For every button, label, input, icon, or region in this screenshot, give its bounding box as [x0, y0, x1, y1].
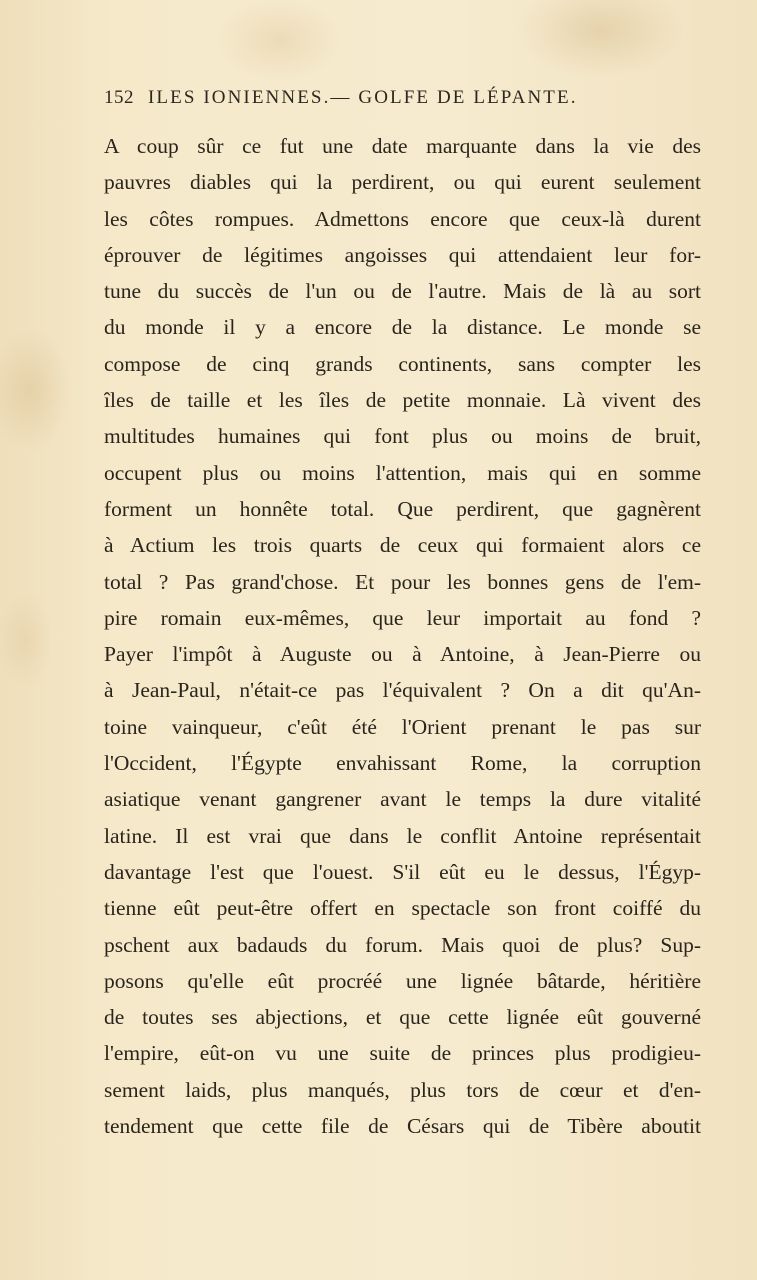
text-line: pauvres diables qui la perdirent, ou qui eurent seulement — [104, 170, 701, 195]
text-line: l'empire, eût-on vu une suite de princes plus prodigieu- — [104, 1041, 701, 1066]
text-line: asiatique venant gangrener avant le temps la dure vitalité — [104, 787, 701, 812]
text-line: tune du succès de l'un ou de l'autre. Mais de là au sort — [104, 279, 701, 304]
text-line: davantage l'est que l'ouest. S'il eût eu le dessus, l'Égyp- — [104, 859, 701, 884]
text-line: pschent aux badauds du forum. Mais quoi de plus? Sup- — [104, 932, 701, 957]
text-line: Payer l'impôt à Auguste ou à Antoine, à Jean-Pierre ou — [104, 642, 701, 667]
text-line: posons qu'elle eût procréé une lignée bâtarde, héritière — [104, 968, 701, 993]
text-line: latine. Il est vrai que dans le conflit Antoine représentait — [104, 823, 701, 848]
text-line: toine vainqueur, c'eût été l'Orient prenant le pas sur — [104, 714, 701, 739]
text-line: îles de taille et les îles de petite monnaie. Là vivent des — [104, 388, 701, 413]
text-line: à Actium les trois quarts de ceux qui formaient alors ce — [104, 533, 701, 558]
running-title: ILES IONIENNES.— GOLFE DE LÉPANTE. — [148, 87, 578, 108]
text-line: du monde il y a encore de la distance. Le monde se — [104, 315, 701, 340]
text-line: pire romain eux-mêmes, que leur importait au fond ? — [104, 605, 701, 630]
text-line: l'Occident, l'Égypte envahissant Rome, la corruption — [104, 751, 701, 776]
text-line: occupent plus ou moins l'attention, mais qui en somme — [104, 460, 701, 485]
text-line: total ? Pas grand'chose. Et pour les bonnes gens de l'em- — [104, 569, 701, 594]
text-line: sement laids, plus manqués, plus tors de cœur et d'en- — [104, 1077, 701, 1102]
text-line: éprouver de légitimes angoisses qui attendaient leur for- — [104, 242, 701, 267]
text-line: forment un honnête total. Que perdirent, que gagnèrent — [104, 496, 701, 521]
text-line: tienne eût peut-être offert en spectacle son front coiffé du — [104, 896, 701, 921]
text-line: tendement que cette file de Césars qui de Tibère aboutit — [104, 1114, 701, 1139]
running-head — [104, 87, 664, 115]
text-line: les côtes rompues. Admettons encore que ceux-là durent — [104, 206, 701, 231]
text-line: compose de cinq grands continents, sans compter les — [104, 351, 701, 376]
page-number: 152 — [104, 87, 134, 108]
text-line: à Jean-Paul, n'était-ce pas l'équivalent ? On a dit qu'An- — [104, 678, 701, 703]
text-line: de toutes ses abjections, et que cette lignée eût gouverné — [104, 1005, 701, 1030]
body-text — [104, 128, 701, 1144]
text-line: A coup sûr ce fut une date marquante dans la vie des — [104, 134, 701, 158]
text-line: multitudes humaines qui font plus ou moins de bruit, — [104, 424, 701, 449]
